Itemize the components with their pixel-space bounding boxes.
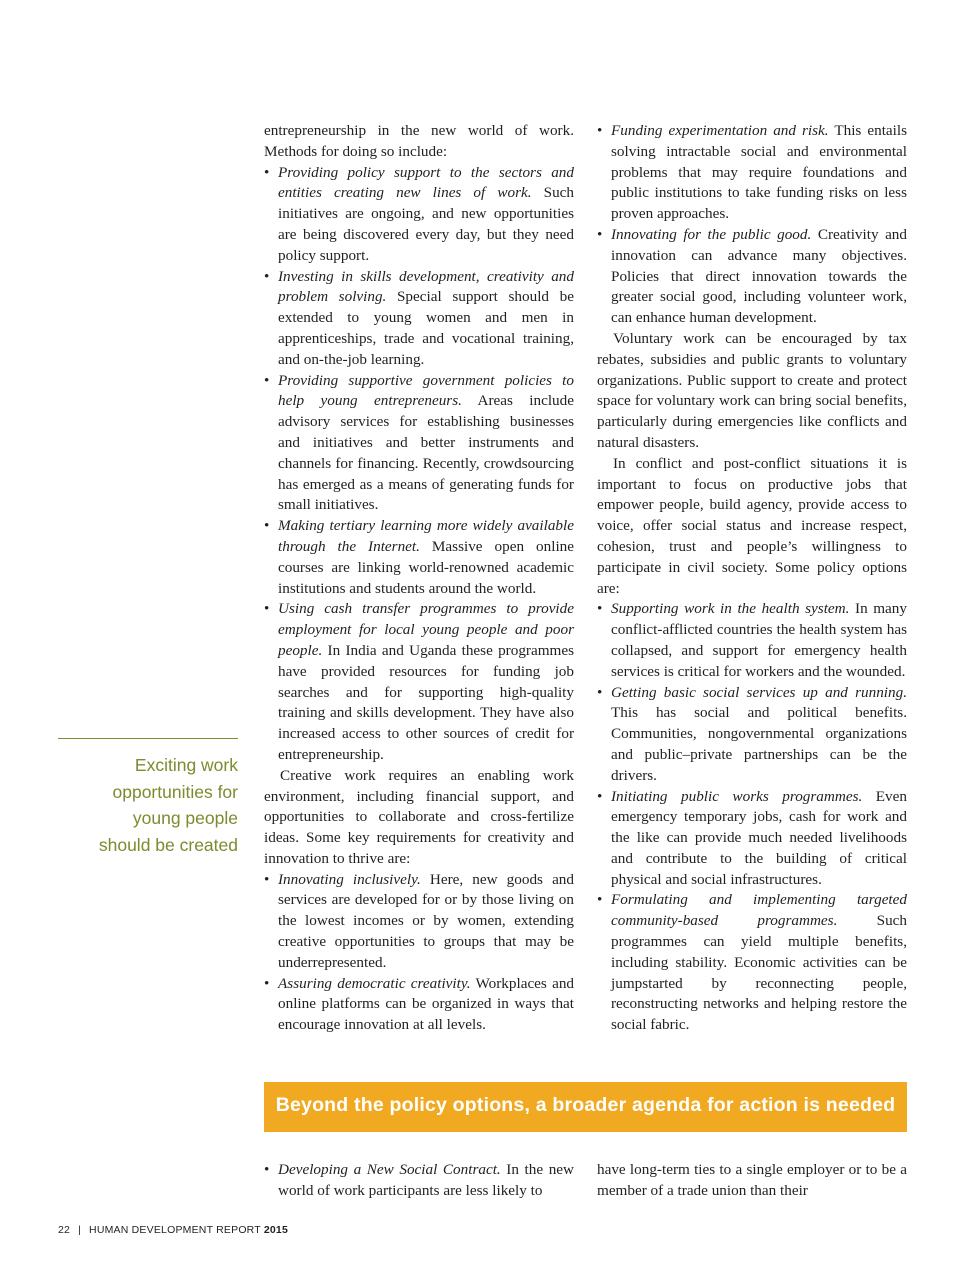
left-paragraph-2: Creative work requires an enabling work environment, including financial support, and opportunities to collaborate and cross-fertilize ideas. Some key requirements for creativity and innovation to thrive are: (264, 766, 574, 867)
left-bullet-list-2 (264, 870, 574, 1036)
list-item: • Providing policy support to the sectors and entities creating new lines of work. Such initiatives are ongoing, and new opportunities are being discovered every day, but they need policy support. (264, 163, 574, 264)
report-name: HUMAN DEVELOPMENT REPORT (89, 1224, 261, 1236)
pull-quote-line: opportunities for (112, 781, 238, 802)
sidebar-pull-quote (58, 752, 238, 858)
bullet-icon: • (597, 891, 603, 909)
bullet-icon: • (597, 122, 603, 139)
left-bullet-list-1 (264, 163, 574, 766)
bullet-icon: • (597, 225, 603, 243)
list-item: • Getting basic social services up and running. This has social and political benefits. Communities, nongovernmental organizations and public–private partnerships can be the drivers. (597, 683, 907, 784)
list-item: • Funding experimentation and risk. This entails solving intractable social and environmental problems that may require foundations and public institutions to take funding risks on less proven approaches. (597, 122, 908, 223)
right-paragraph-1: Voluntary work can be encouraged by tax rebates, subsidies and public grants to voluntary organizations. Public support to create and protect space for voluntary work can bring social benefits, particularly during emergencies like conflicts and natural disasters. (597, 329, 907, 451)
pull-quote-line: should be created (98, 834, 238, 855)
list-item: • Investing in skills development, creativity and problem solving. Special support should be extended to young women and men in apprenticeships, trade and vocational training, and on-the-job learning. (264, 267, 574, 368)
list-item: • Formulating and implementing targeted community-based programmes. Such programmes can yield multiple benefits, including stability. Economic activities can be jumpstarted by reconnecting people, reconstructing networks and helping restore the social fabric. (597, 891, 907, 1034)
pull-quote-line: Exciting work (134, 755, 238, 775)
list-item: • Innovating inclusively. Here, new goods and services are developed for or by those living on the lowest incomes or by women, extending creative opportunities to groups that may be underrepresented. (264, 870, 574, 971)
left-intro-paragraph: entrepreneurship in the new world of work. Methods for doing so include: (264, 122, 574, 160)
bullet-icon: • (264, 517, 270, 535)
list-item: • Assuring democratic creativity. Workplaces and online platforms can be organized in ways that encourage innovation at all levels. (264, 974, 575, 1034)
list-item: • Innovating for the public good. Creativity and innovation can advance many objectives. Policies that direct innovation towards the greater social good, including volunteer work, can enhance human development. (597, 225, 907, 327)
bullet-icon: • (264, 1161, 270, 1178)
right-paragraph-2: In conflict and post-conflict situations it is important to focus on productive jobs that empower people, build agency, provide access to voice, offer social status and increase respect, cohesion, trust and people’s willingness to participate in civil society. Some policy options are: (597, 454, 907, 597)
list-item: • Supporting work in the health system. In many conflict-afflicted countries the health system has collapsed, and support for emergency health services is critical for workers and the wounded. (597, 600, 907, 680)
bullet-icon: • (264, 600, 270, 618)
bullet-icon: • (264, 163, 270, 181)
bottom-left-column (264, 1160, 574, 1202)
list-item: • Developing a New Social Contract. In the new world of work participants are less likely to (264, 1161, 574, 1199)
sidebar-divider (58, 738, 238, 739)
pull-quote-line: young people (132, 808, 238, 828)
bullet-icon: • (597, 683, 603, 701)
page-number: 22 (58, 1224, 71, 1236)
page-footer (58, 1224, 288, 1236)
report-year: 2015 (263, 1224, 288, 1236)
bottom-right-column (597, 1160, 907, 1202)
left-text-column (264, 121, 574, 1036)
list-item: • Providing supportive government policies to help young entrepreneurs. Areas include advisory services for establishing businesses and initiatives and better instruments and channels for financing. Recently, crowdsourcing has emerged as a means of generating funds for small initiatives. (264, 371, 574, 514)
bottom-bullet-list (264, 1160, 574, 1202)
bullet-icon: • (597, 787, 603, 805)
list-item: • Using cash transfer programmes to provide employment for local young people and poor people. In India and Uganda these programmes have provided resources for funding job searches and for supporting high-quality training and skills development. They have also increased access to other sources of credit for entrepreneurship. (264, 600, 574, 763)
right-text-column (597, 121, 907, 1036)
right-bullet-list-1 (597, 121, 907, 329)
bullet-icon: • (264, 371, 270, 389)
right-bullet-list-2 (597, 599, 907, 1036)
section-heading: Beyond the policy options, a broader agenda for action is needed (275, 1094, 896, 1116)
section-heading-banner (264, 1082, 907, 1132)
bottom-right-paragraph: have long-term ties to a single employer or to be a member of a trade union than their (597, 1161, 907, 1199)
bullet-icon: • (264, 974, 270, 992)
footer-separator: | (78, 1224, 82, 1236)
list-item: • Making tertiary learning more widely available through the Internet. Massive open online courses are linking world-renowned academic institutions and students around the world. (264, 517, 574, 597)
bullet-icon: • (264, 267, 270, 285)
bullet-icon: • (597, 600, 603, 618)
list-item: • Initiating public works programmes. Even emergency temporary jobs, cash for work and the like can provide much needed livelihoods and contribute to the building of critical physical and social infrastructures. (597, 787, 907, 888)
bullet-icon: • (264, 870, 270, 888)
